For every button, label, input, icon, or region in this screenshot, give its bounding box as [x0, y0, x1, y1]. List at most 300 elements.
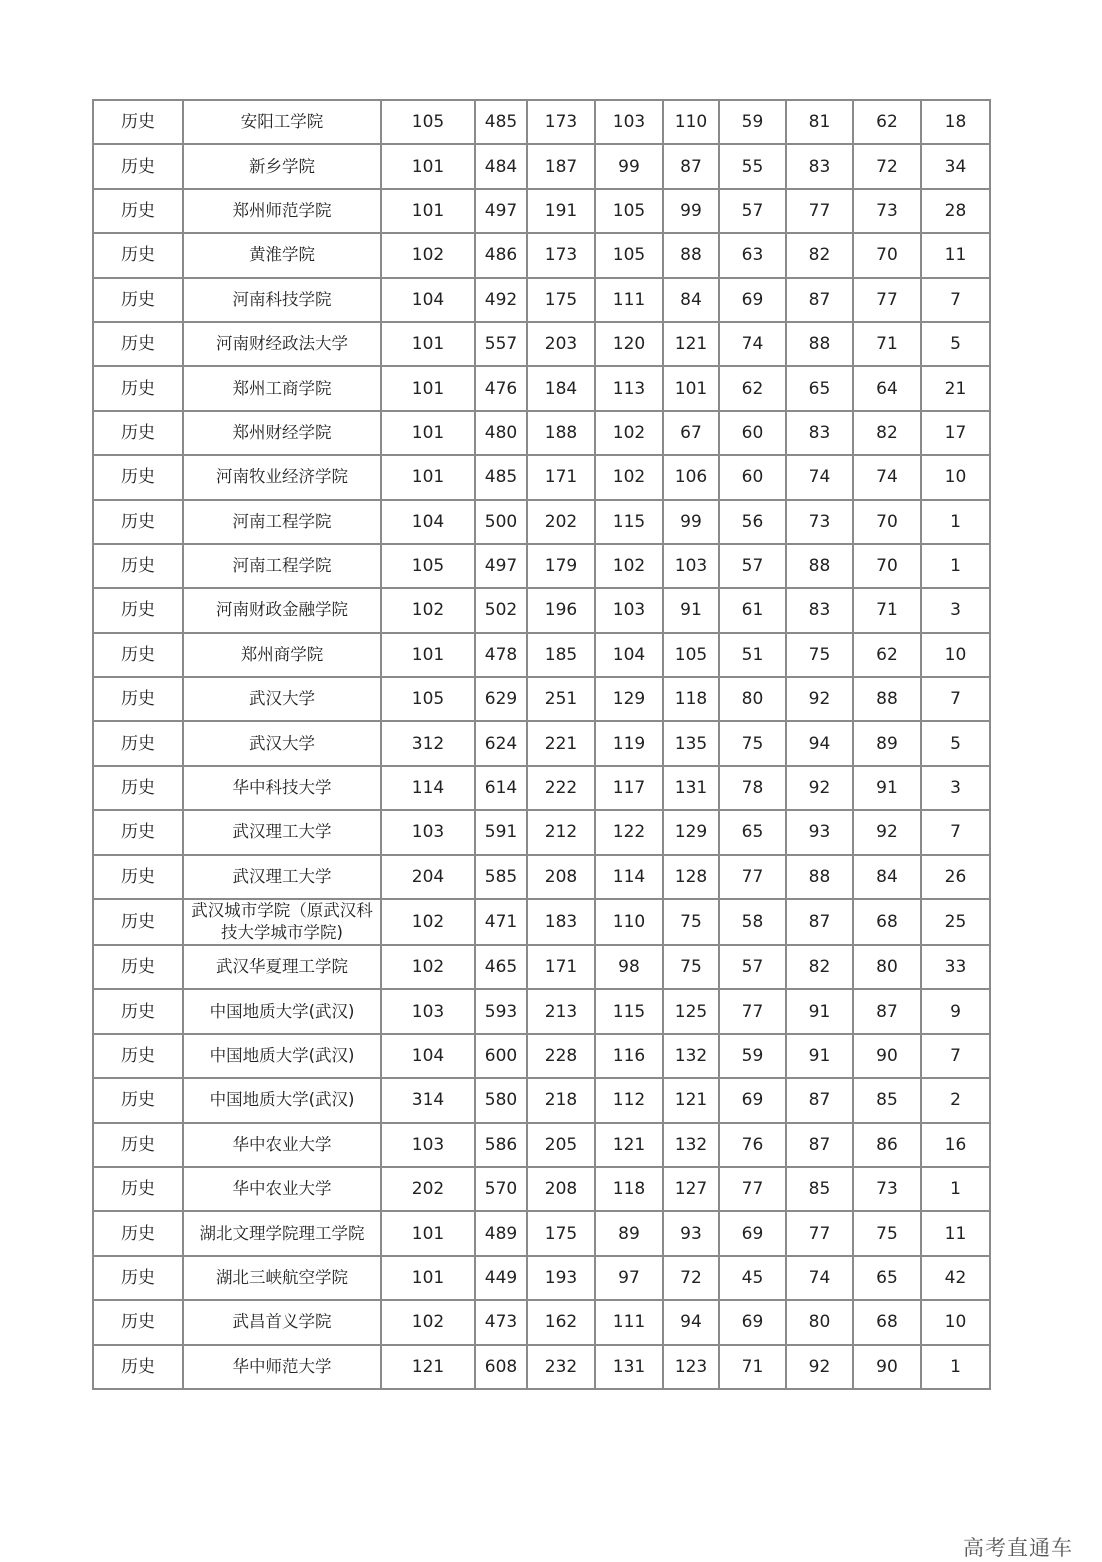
school-name-cell: 华中师范大学 — [183, 1345, 381, 1389]
value-cell: 94 — [786, 721, 853, 765]
table-row — [93, 189, 990, 233]
value-cell: 117 — [595, 766, 663, 810]
value-cell: 121 — [663, 322, 719, 366]
value-cell: 68 — [853, 1300, 921, 1344]
value-cell: 111 — [595, 1300, 663, 1344]
value-cell: 99 — [663, 189, 719, 233]
value-cell: 78 — [719, 766, 786, 810]
table-row — [93, 100, 990, 144]
value-cell: 476 — [475, 366, 527, 410]
value-cell: 600 — [475, 1034, 527, 1078]
value-cell: 1 — [921, 1167, 990, 1211]
value-cell: 131 — [595, 1345, 663, 1389]
value-cell: 111 — [595, 278, 663, 322]
value-cell: 26 — [921, 855, 990, 899]
subject-cell: 历史 — [93, 766, 183, 810]
value-cell: 87 — [786, 1123, 853, 1167]
value-cell: 175 — [527, 1211, 595, 1255]
table-row — [93, 1300, 990, 1344]
value-cell: 121 — [663, 1078, 719, 1122]
subject-cell: 历史 — [93, 233, 183, 277]
value-cell: 101 — [663, 366, 719, 410]
value-cell: 70 — [853, 544, 921, 588]
table-row — [93, 1211, 990, 1255]
value-cell: 68 — [853, 899, 921, 945]
table-row — [93, 411, 990, 455]
value-cell: 70 — [853, 233, 921, 277]
value-cell: 69 — [719, 278, 786, 322]
value-cell: 2 — [921, 1078, 990, 1122]
value-cell: 125 — [663, 989, 719, 1033]
watermark-text: 高考直通车 — [963, 1536, 1073, 1560]
value-cell: 1 — [921, 1345, 990, 1389]
value-cell: 497 — [475, 544, 527, 588]
subject-cell: 历史 — [93, 144, 183, 188]
value-cell: 94 — [663, 1300, 719, 1344]
value-cell: 208 — [527, 855, 595, 899]
subject-cell: 历史 — [93, 989, 183, 1033]
score-table — [92, 99, 991, 1390]
value-cell: 98 — [595, 945, 663, 989]
value-cell: 185 — [527, 633, 595, 677]
value-cell: 11 — [921, 1211, 990, 1255]
value-cell: 191 — [527, 189, 595, 233]
table-row — [93, 989, 990, 1033]
value-cell: 175 — [527, 278, 595, 322]
value-cell: 21 — [921, 366, 990, 410]
value-cell: 221 — [527, 721, 595, 765]
value-cell: 90 — [853, 1034, 921, 1078]
subject-cell: 历史 — [93, 1034, 183, 1078]
value-cell: 99 — [595, 144, 663, 188]
value-cell: 33 — [921, 945, 990, 989]
value-cell: 485 — [475, 100, 527, 144]
school-name-cell: 湖北文理学院理工学院 — [183, 1211, 381, 1255]
value-cell: 84 — [853, 855, 921, 899]
value-cell: 88 — [786, 322, 853, 366]
subject-cell: 历史 — [93, 411, 183, 455]
subject-cell: 历史 — [93, 100, 183, 144]
value-cell: 83 — [786, 144, 853, 188]
table-row — [93, 633, 990, 677]
value-cell: 103 — [381, 989, 475, 1033]
school-name-cell: 河南科技学院 — [183, 278, 381, 322]
subject-cell: 历史 — [93, 855, 183, 899]
value-cell: 92 — [786, 766, 853, 810]
value-cell: 102 — [381, 945, 475, 989]
value-cell: 85 — [853, 1078, 921, 1122]
value-cell: 92 — [786, 1345, 853, 1389]
value-cell: 591 — [475, 810, 527, 854]
value-cell: 99 — [663, 500, 719, 544]
subject-cell: 历史 — [93, 278, 183, 322]
school-name-cell: 华中农业大学 — [183, 1123, 381, 1167]
value-cell: 93 — [786, 810, 853, 854]
value-cell: 171 — [527, 945, 595, 989]
value-cell: 59 — [719, 100, 786, 144]
value-cell: 121 — [595, 1123, 663, 1167]
value-cell: 105 — [663, 633, 719, 677]
value-cell: 77 — [853, 278, 921, 322]
school-name-cell: 郑州商学院 — [183, 633, 381, 677]
value-cell: 202 — [527, 500, 595, 544]
value-cell: 218 — [527, 1078, 595, 1122]
table-body — [93, 100, 990, 1389]
value-cell: 81 — [786, 100, 853, 144]
value-cell: 473 — [475, 1300, 527, 1344]
value-cell: 92 — [853, 810, 921, 854]
value-cell: 113 — [595, 366, 663, 410]
table-row — [93, 721, 990, 765]
value-cell: 87 — [786, 899, 853, 945]
value-cell: 69 — [719, 1078, 786, 1122]
value-cell: 586 — [475, 1123, 527, 1167]
value-cell: 123 — [663, 1345, 719, 1389]
school-name-cell: 河南工程学院 — [183, 500, 381, 544]
value-cell: 5 — [921, 721, 990, 765]
table-row — [93, 322, 990, 366]
value-cell: 102 — [381, 233, 475, 277]
value-cell: 110 — [595, 899, 663, 945]
school-name-cell: 中国地质大学(武汉) — [183, 989, 381, 1033]
value-cell: 91 — [786, 1034, 853, 1078]
table-row — [93, 544, 990, 588]
value-cell: 11 — [921, 233, 990, 277]
value-cell: 89 — [595, 1211, 663, 1255]
value-cell: 120 — [595, 322, 663, 366]
value-cell: 56 — [719, 500, 786, 544]
value-cell: 74 — [719, 322, 786, 366]
value-cell: 104 — [595, 633, 663, 677]
school-name-cell: 郑州财经学院 — [183, 411, 381, 455]
value-cell: 25 — [921, 899, 990, 945]
school-name-cell: 郑州工商学院 — [183, 366, 381, 410]
school-name-cell: 郑州师范学院 — [183, 189, 381, 233]
subject-cell: 历史 — [93, 1123, 183, 1167]
subject-cell: 历史 — [93, 1256, 183, 1300]
value-cell: 228 — [527, 1034, 595, 1078]
value-cell: 7 — [921, 1034, 990, 1078]
school-name-cell: 中国地质大学(武汉) — [183, 1034, 381, 1078]
subject-cell: 历史 — [93, 1211, 183, 1255]
value-cell: 112 — [595, 1078, 663, 1122]
value-cell: 77 — [719, 989, 786, 1033]
table-row — [93, 1167, 990, 1211]
value-cell: 105 — [595, 189, 663, 233]
value-cell: 83 — [786, 588, 853, 632]
value-cell: 118 — [663, 677, 719, 721]
value-cell: 484 — [475, 144, 527, 188]
subject-cell: 历史 — [93, 455, 183, 499]
value-cell: 102 — [595, 455, 663, 499]
value-cell: 74 — [786, 455, 853, 499]
table-row — [93, 588, 990, 632]
value-cell: 77 — [719, 1167, 786, 1211]
school-name-cell: 中国地质大学(武汉) — [183, 1078, 381, 1122]
value-cell: 204 — [381, 855, 475, 899]
value-cell: 83 — [786, 411, 853, 455]
value-cell: 102 — [381, 899, 475, 945]
value-cell: 67 — [663, 411, 719, 455]
value-cell: 82 — [853, 411, 921, 455]
table-row — [93, 455, 990, 499]
value-cell: 73 — [786, 500, 853, 544]
value-cell: 102 — [381, 1300, 475, 1344]
value-cell: 45 — [719, 1256, 786, 1300]
value-cell: 57 — [719, 544, 786, 588]
value-cell: 92 — [786, 677, 853, 721]
value-cell: 105 — [381, 677, 475, 721]
value-cell: 116 — [595, 1034, 663, 1078]
value-cell: 80 — [786, 1300, 853, 1344]
value-cell: 75 — [663, 945, 719, 989]
value-cell: 212 — [527, 810, 595, 854]
school-name-cell: 新乡学院 — [183, 144, 381, 188]
school-name-cell: 河南财经政法大学 — [183, 322, 381, 366]
value-cell: 196 — [527, 588, 595, 632]
value-cell: 75 — [719, 721, 786, 765]
value-cell: 624 — [475, 721, 527, 765]
value-cell: 17 — [921, 411, 990, 455]
value-cell: 71 — [719, 1345, 786, 1389]
value-cell: 471 — [475, 899, 527, 945]
value-cell: 101 — [381, 633, 475, 677]
subject-cell: 历史 — [93, 588, 183, 632]
value-cell: 485 — [475, 455, 527, 499]
subject-cell: 历史 — [93, 366, 183, 410]
value-cell: 65 — [786, 366, 853, 410]
value-cell: 1 — [921, 500, 990, 544]
value-cell: 10 — [921, 633, 990, 677]
value-cell: 585 — [475, 855, 527, 899]
table-row — [93, 1078, 990, 1122]
school-name-cell: 武汉城市学院（原武汉科技大学城市学院) — [183, 899, 381, 945]
subject-cell: 历史 — [93, 189, 183, 233]
value-cell: 489 — [475, 1211, 527, 1255]
school-name-cell: 武汉理工大学 — [183, 810, 381, 854]
value-cell: 129 — [595, 677, 663, 721]
school-name-cell: 安阳工学院 — [183, 100, 381, 144]
value-cell: 64 — [853, 366, 921, 410]
value-cell: 118 — [595, 1167, 663, 1211]
subject-cell: 历史 — [93, 899, 183, 945]
value-cell: 202 — [381, 1167, 475, 1211]
value-cell: 101 — [381, 366, 475, 410]
value-cell: 105 — [381, 100, 475, 144]
value-cell: 608 — [475, 1345, 527, 1389]
subject-cell: 历史 — [93, 810, 183, 854]
table-row — [93, 233, 990, 277]
value-cell: 222 — [527, 766, 595, 810]
value-cell: 91 — [663, 588, 719, 632]
value-cell: 73 — [853, 1167, 921, 1211]
table-row — [93, 1123, 990, 1167]
value-cell: 187 — [527, 144, 595, 188]
value-cell: 486 — [475, 233, 527, 277]
value-cell: 131 — [663, 766, 719, 810]
value-cell: 101 — [381, 1211, 475, 1255]
table-row — [93, 810, 990, 854]
value-cell: 69 — [719, 1211, 786, 1255]
value-cell: 62 — [853, 633, 921, 677]
value-cell: 103 — [595, 100, 663, 144]
value-cell: 102 — [595, 411, 663, 455]
value-cell: 9 — [921, 989, 990, 1033]
value-cell: 135 — [663, 721, 719, 765]
value-cell: 213 — [527, 989, 595, 1033]
value-cell: 492 — [475, 278, 527, 322]
value-cell: 60 — [719, 411, 786, 455]
value-cell: 497 — [475, 189, 527, 233]
table-row — [93, 899, 990, 945]
value-cell: 119 — [595, 721, 663, 765]
value-cell: 75 — [853, 1211, 921, 1255]
value-cell: 72 — [663, 1256, 719, 1300]
value-cell: 105 — [381, 544, 475, 588]
value-cell: 77 — [786, 189, 853, 233]
subject-cell: 历史 — [93, 322, 183, 366]
value-cell: 5 — [921, 322, 990, 366]
value-cell: 7 — [921, 278, 990, 322]
value-cell: 557 — [475, 322, 527, 366]
value-cell: 101 — [381, 1256, 475, 1300]
value-cell: 1 — [921, 544, 990, 588]
value-cell: 580 — [475, 1078, 527, 1122]
value-cell: 104 — [381, 500, 475, 544]
value-cell: 72 — [853, 144, 921, 188]
value-cell: 28 — [921, 189, 990, 233]
value-cell: 128 — [663, 855, 719, 899]
value-cell: 87 — [786, 278, 853, 322]
value-cell: 115 — [595, 989, 663, 1033]
value-cell: 71 — [853, 322, 921, 366]
value-cell: 16 — [921, 1123, 990, 1167]
value-cell: 110 — [663, 100, 719, 144]
school-name-cell: 武汉理工大学 — [183, 855, 381, 899]
value-cell: 89 — [853, 721, 921, 765]
subject-cell: 历史 — [93, 721, 183, 765]
value-cell: 193 — [527, 1256, 595, 1300]
value-cell: 10 — [921, 1300, 990, 1344]
value-cell: 593 — [475, 989, 527, 1033]
value-cell: 251 — [527, 677, 595, 721]
school-name-cell: 武汉华夏理工学院 — [183, 945, 381, 989]
value-cell: 122 — [595, 810, 663, 854]
value-cell: 18 — [921, 100, 990, 144]
school-name-cell: 河南财政金融学院 — [183, 588, 381, 632]
value-cell: 55 — [719, 144, 786, 188]
value-cell: 179 — [527, 544, 595, 588]
value-cell: 77 — [786, 1211, 853, 1255]
table-row — [93, 144, 990, 188]
value-cell: 208 — [527, 1167, 595, 1211]
value-cell: 115 — [595, 500, 663, 544]
value-cell: 7 — [921, 677, 990, 721]
value-cell: 85 — [786, 1167, 853, 1211]
value-cell: 101 — [381, 322, 475, 366]
school-name-cell: 武汉大学 — [183, 721, 381, 765]
value-cell: 65 — [853, 1256, 921, 1300]
school-name-cell: 河南牧业经济学院 — [183, 455, 381, 499]
value-cell: 34 — [921, 144, 990, 188]
value-cell: 87 — [663, 144, 719, 188]
value-cell: 103 — [595, 588, 663, 632]
value-cell: 132 — [663, 1123, 719, 1167]
value-cell: 76 — [719, 1123, 786, 1167]
value-cell: 97 — [595, 1256, 663, 1300]
value-cell: 614 — [475, 766, 527, 810]
value-cell: 105 — [595, 233, 663, 277]
table-row — [93, 1034, 990, 1078]
subject-cell: 历史 — [93, 677, 183, 721]
table-row — [93, 278, 990, 322]
table-row — [93, 1345, 990, 1389]
value-cell: 203 — [527, 322, 595, 366]
value-cell: 314 — [381, 1078, 475, 1122]
value-cell: 465 — [475, 945, 527, 989]
value-cell: 102 — [381, 588, 475, 632]
value-cell: 84 — [663, 278, 719, 322]
value-cell: 478 — [475, 633, 527, 677]
table-row — [93, 766, 990, 810]
value-cell: 74 — [853, 455, 921, 499]
value-cell: 183 — [527, 899, 595, 945]
value-cell: 205 — [527, 1123, 595, 1167]
value-cell: 106 — [663, 455, 719, 499]
school-name-cell: 河南工程学院 — [183, 544, 381, 588]
subject-cell: 历史 — [93, 1167, 183, 1211]
value-cell: 173 — [527, 100, 595, 144]
value-cell: 101 — [381, 189, 475, 233]
value-cell: 62 — [719, 366, 786, 410]
value-cell: 114 — [381, 766, 475, 810]
value-cell: 88 — [663, 233, 719, 277]
table-row — [93, 855, 990, 899]
subject-cell: 历史 — [93, 544, 183, 588]
value-cell: 127 — [663, 1167, 719, 1211]
value-cell: 57 — [719, 945, 786, 989]
value-cell: 132 — [663, 1034, 719, 1078]
value-cell: 58 — [719, 899, 786, 945]
value-cell: 500 — [475, 500, 527, 544]
subject-cell: 历史 — [93, 1078, 183, 1122]
value-cell: 3 — [921, 588, 990, 632]
value-cell: 103 — [663, 544, 719, 588]
value-cell: 82 — [786, 233, 853, 277]
value-cell: 121 — [381, 1345, 475, 1389]
value-cell: 104 — [381, 1034, 475, 1078]
value-cell: 162 — [527, 1300, 595, 1344]
value-cell: 7 — [921, 810, 990, 854]
value-cell: 63 — [719, 233, 786, 277]
value-cell: 70 — [853, 500, 921, 544]
school-name-cell: 黄淮学院 — [183, 233, 381, 277]
value-cell: 60 — [719, 455, 786, 499]
value-cell: 80 — [853, 945, 921, 989]
value-cell: 103 — [381, 810, 475, 854]
value-cell: 91 — [853, 766, 921, 810]
value-cell: 91 — [786, 989, 853, 1033]
value-cell: 87 — [786, 1078, 853, 1122]
table-row — [93, 366, 990, 410]
value-cell: 88 — [853, 677, 921, 721]
value-cell: 87 — [853, 989, 921, 1033]
subject-cell: 历史 — [93, 945, 183, 989]
value-cell: 75 — [786, 633, 853, 677]
value-cell: 101 — [381, 411, 475, 455]
value-cell: 188 — [527, 411, 595, 455]
value-cell: 77 — [719, 855, 786, 899]
